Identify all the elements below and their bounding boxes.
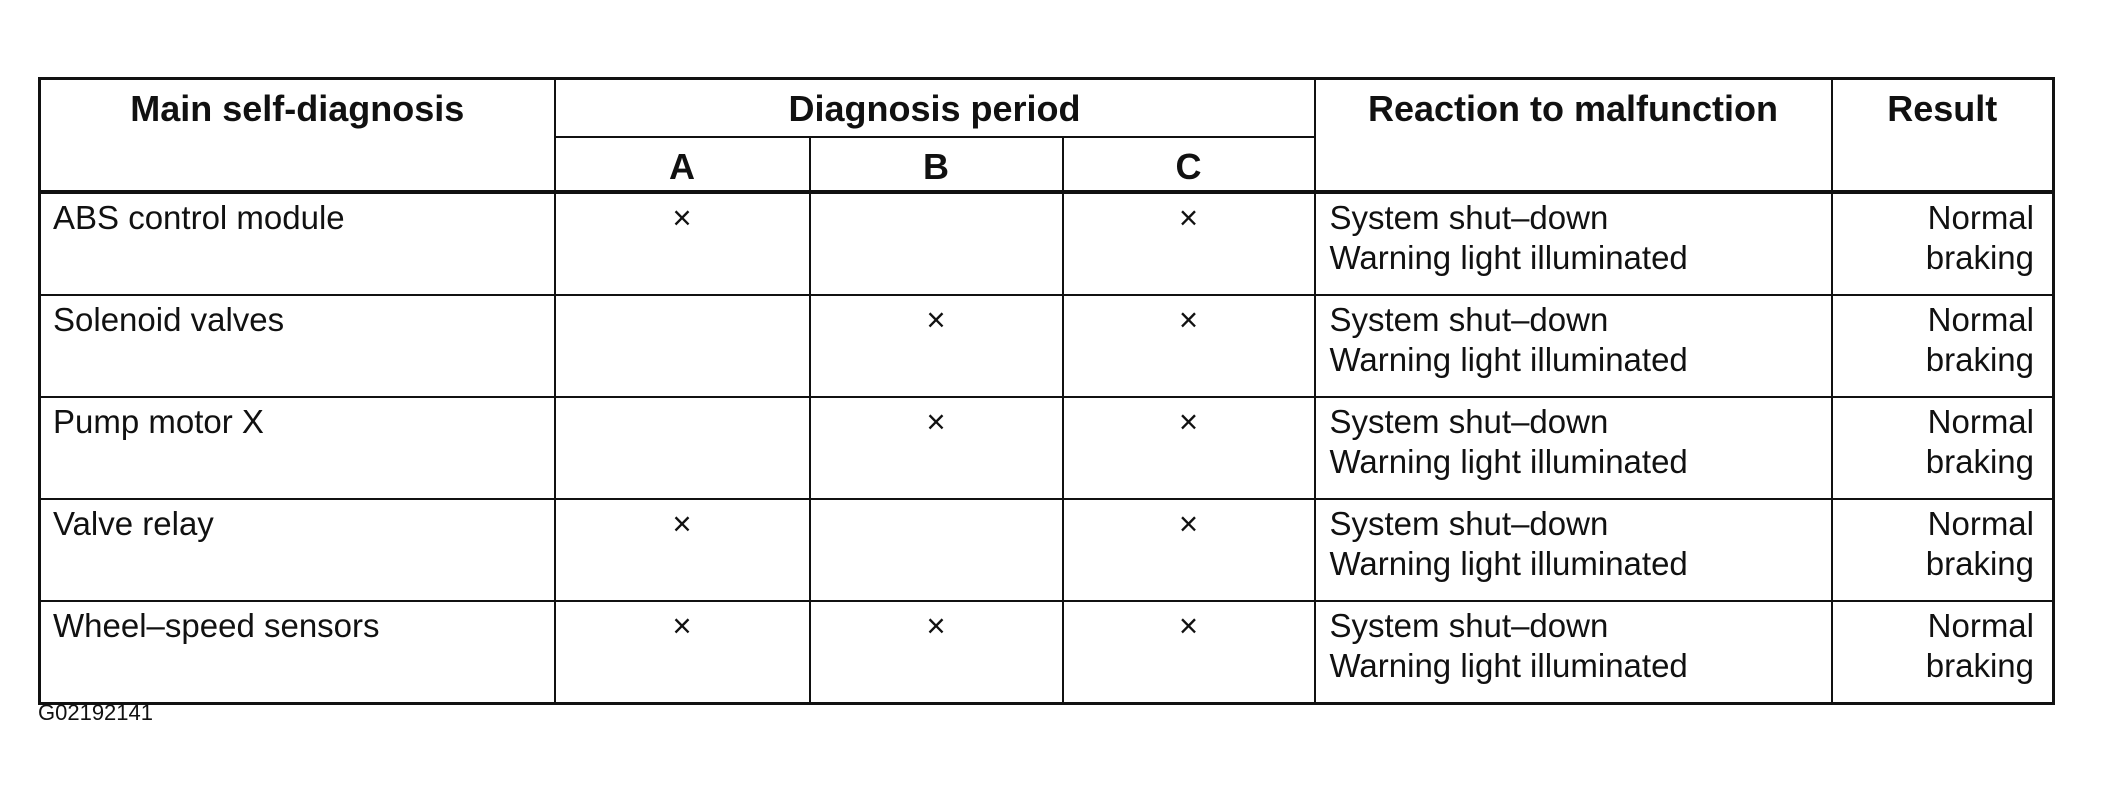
result-line-2: braking (1925, 239, 2034, 276)
result-line-2: braking (1925, 647, 2034, 684)
row-result (1832, 192, 2054, 295)
mark-a: × (555, 192, 810, 295)
reaction-line-1: System shut–down (1329, 505, 1609, 542)
header-result: Result (1832, 79, 2054, 193)
reaction-line-2: Warning light illuminated (1329, 239, 1688, 276)
table-row (40, 601, 2054, 704)
mark-c: × (1063, 397, 1315, 499)
table-row (40, 397, 2054, 499)
header-period-b: B (810, 137, 1063, 192)
result-line-1: Normal (1927, 607, 2034, 644)
header-period-c: C (1063, 137, 1315, 192)
mark-a (555, 295, 810, 397)
result-line-2: braking (1925, 341, 2034, 378)
result-line-1: Normal (1927, 403, 2034, 440)
mark-c: × (1063, 192, 1315, 295)
row-reaction (1315, 295, 1832, 397)
result-line-1: Normal (1927, 301, 2034, 338)
result-line-1: Normal (1927, 505, 2034, 542)
figure-code: G02192141 (38, 700, 153, 725)
header-period-a: A (555, 137, 810, 192)
mark-a (555, 397, 810, 499)
mark-c: × (1063, 601, 1315, 704)
row-result (1832, 499, 2054, 601)
row-item: Wheel–speed sensors (40, 601, 555, 704)
mark-c: × (1063, 295, 1315, 397)
mark-c: × (1063, 499, 1315, 601)
row-item: Pump motor X (40, 397, 555, 499)
table-row (40, 295, 2054, 397)
mark-a: × (555, 499, 810, 601)
reaction-line-1: System shut–down (1329, 301, 1609, 338)
reaction-line-2: Warning light illuminated (1329, 545, 1688, 582)
row-reaction (1315, 601, 1832, 704)
result-line-2: braking (1925, 545, 2034, 582)
header-main-self-diagnosis: Main self-diagnosis (40, 79, 555, 193)
row-result (1832, 601, 2054, 704)
table-row (40, 499, 2054, 601)
row-result (1832, 295, 2054, 397)
row-reaction (1315, 192, 1832, 295)
row-item: Valve relay (40, 499, 555, 601)
mark-b: × (810, 295, 1063, 397)
mark-b (810, 192, 1063, 295)
table-row (40, 192, 2054, 295)
row-reaction (1315, 499, 1832, 601)
mark-b: × (810, 397, 1063, 499)
reaction-line-1: System shut–down (1329, 607, 1609, 644)
row-reaction (1315, 397, 1832, 499)
reaction-line-2: Warning light illuminated (1329, 443, 1688, 480)
mark-a: × (555, 601, 810, 704)
result-line-2: braking (1925, 443, 2034, 480)
row-item: ABS control module (40, 192, 555, 295)
diagnosis-table (38, 77, 2055, 705)
mark-b: × (810, 601, 1063, 704)
result-line-1: Normal (1927, 199, 2034, 236)
row-item: Solenoid valves (40, 295, 555, 397)
header-row (40, 79, 2054, 138)
header-diagnosis-period: Diagnosis period (555, 79, 1315, 138)
reaction-line-2: Warning light illuminated (1329, 341, 1688, 378)
row-result (1832, 397, 2054, 499)
reaction-line-2: Warning light illuminated (1329, 647, 1688, 684)
reaction-line-1: System shut–down (1329, 403, 1609, 440)
header-reaction: Reaction to malfunction (1315, 79, 1832, 193)
mark-b (810, 499, 1063, 601)
reaction-line-1: System shut–down (1329, 199, 1609, 236)
